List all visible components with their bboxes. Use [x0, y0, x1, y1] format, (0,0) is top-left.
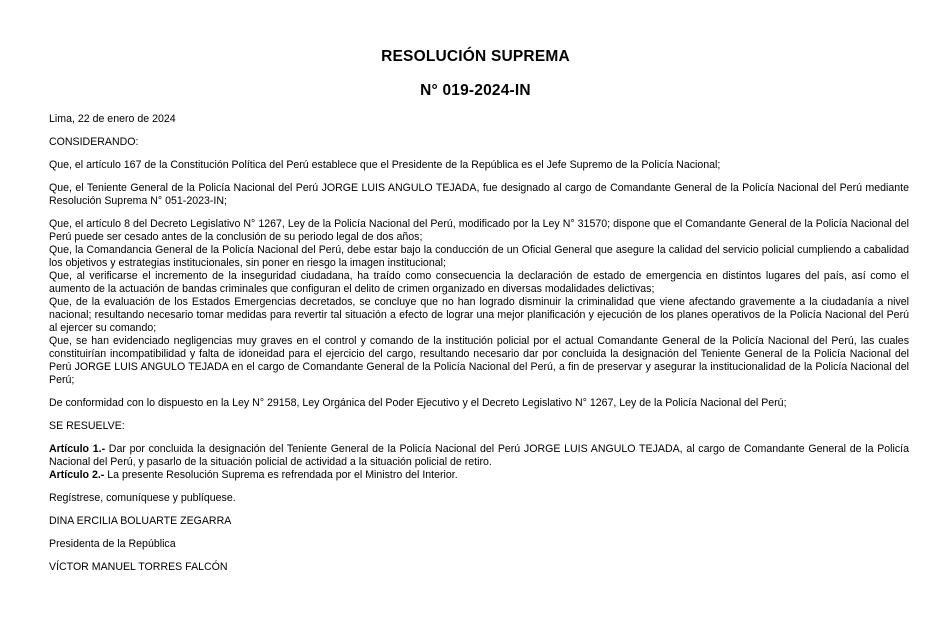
resuelve-label: SE RESUELVE:: [49, 420, 125, 432]
articulo-2-text: La presente Resolución Suprema es refrendada por el Ministro del Interior.: [104, 469, 458, 481]
signatory-2-name: VÍCTOR MANUEL TORRES FALCÓN: [49, 561, 228, 573]
articulo-1: [49, 443, 909, 469]
articulo-2-label: Artículo 2.-: [49, 469, 105, 481]
articulo-1-label: Artículo 1.-: [49, 443, 106, 455]
signatory-1-role: Presidenta de la República: [49, 538, 176, 550]
considerando-paragraph: Que, se han evidenciado negligencias muy graves en el control y comando de la institución policial por el actual Comandante General de la Policía Nacional del Perú, las cuales constituirían incompatibilidad y falta de idoneidad para el ejercicio del cargo, resultando necesario dar por concluida la designación del Teniente General de la Policía Nacional del Perú JORGE LUIS ANGULO TEJADA en el cargo de Comandante General de la Policía Nacional del Perú, a fin de preservar y asegurar la institucionalidad de la Policía Nacional del Perú;: [49, 335, 909, 386]
document-title: RESOLUCIÓN SUPREMA: [381, 48, 570, 65]
document-body: [49, 113, 909, 574]
considerando-label: CONSIDERANDO:: [49, 136, 139, 148]
registrese-line: Regístrese, comuníquese y publíquese.: [49, 492, 236, 504]
signatory-1-name: DINA ERCILIA BOLUARTE ZEGARRA: [49, 515, 232, 527]
considerando-paragraph: Que, el artículo 8 del Decreto Legislativo N° 1267, Ley de la Policía Nacional del Perú, modificado por la Ley N° 31570; dispone que el Comandante General de la Policía Nacional del Perú puede ser cesado antes de la conclusión de su periodo legal de dos años;: [49, 218, 909, 243]
date-line: Lima, 22 de enero de 2024: [49, 113, 176, 125]
considerando-paragraph: Que, al verificarse el incremento de la inseguridad ciudadana, ha traído como consecuencia la declaración de estado de emergencia en distintos lugares del país, así como el aumento de la actuación de bandas criminales que configuran el delito de crimen organizado en diversas modalidades delictivas;: [49, 270, 909, 295]
considerando-paragraph: Que, el artículo 167 de la Constitución Política del Perú establece que el Presidente de la República es el Jefe Supremo de la Policía Nacional;: [49, 159, 721, 171]
articulo-1-text: Dar por concluida la designación del Teniente General de la Policía Nacional del Perú JORGE LUIS ANGULO TEJADA, al cargo de Comandante General de la Policía Nacional del Perú, y pasarlo de la situación policial de actividad a la situación policial de retiro.: [49, 443, 909, 468]
considerando-paragraph: Que, la Comandancia General de la Policía Nacional del Perú, debe estar bajo la conducción de un Oficial General que asegure la calidad del servicio policial cumpliendo a cabalidad los objetivos y estrategias institucionales, sin poner en riesgo la imagen institucional;: [49, 244, 909, 269]
document-number: N° 019-2024-IN: [420, 82, 531, 99]
considerando-paragraph: Que, de la evaluación de los Estados Emergencias decretados, se concluye que no han logrado disminuir la criminalidad que viene afectando gravemente a la ciudadanía a nivel nacional; resultando necesario tomar medidas para revertir tal situación a efecto de lograr una mejor planificación y ejecución de los planes operativos de la Policía Nacional del Perú al ejercer su comando;: [49, 296, 909, 334]
articulo-2: [49, 469, 909, 482]
considerando-paragraph: Que, el Teniente General de la Policía Nacional del Perú JORGE LUIS ANGULO TEJADA, fue designado al cargo de Comandante General de la Policía Nacional del Perú mediante Resolución Suprema N° 051-2023-IN;: [49, 182, 909, 207]
conformidad-paragraph: De conformidad con lo dispuesto en la Ley N° 29158, Ley Orgánica del Poder Ejecutivo y el Decreto Legislativo N° 1267, Ley de la Policía Nacional del Perú;: [49, 397, 787, 409]
